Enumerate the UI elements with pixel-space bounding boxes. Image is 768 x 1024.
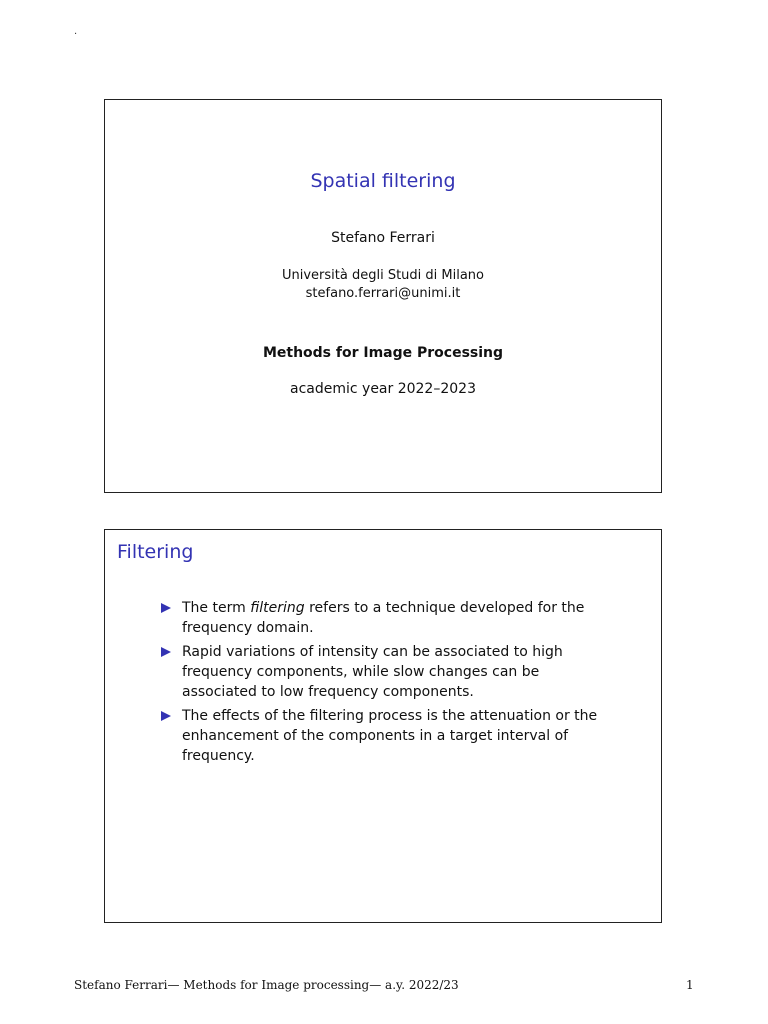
slide-title: Spatial filtering <box>310 170 456 192</box>
author-name: Stefano Ferrari <box>331 230 435 246</box>
bullet-text-post: refers to a technique developed for the frequency domain. <box>182 600 585 636</box>
filtering-slide <box>104 529 662 923</box>
title-slide <box>104 99 662 493</box>
bullet-list <box>161 598 611 770</box>
triangle-bullet-icon <box>161 647 171 657</box>
bullet-item <box>161 642 611 702</box>
corner-mark: . <box>74 26 78 37</box>
author-email: stefano.ferrari@unimi.it <box>305 286 461 301</box>
academic-year: academic year 2022–2023 <box>290 381 476 397</box>
institution-name: Università degli Studi di Milano <box>281 268 485 283</box>
bullet-text-pre: The term <box>182 600 251 616</box>
affiliation <box>105 267 661 303</box>
bullet-item <box>161 706 611 766</box>
triangle-bullet-icon <box>161 603 171 613</box>
footer-text: Stefano Ferrari— Methods for Image processing— a.y. 2022/23 <box>74 978 459 992</box>
bullet-text: Rapid variations of intensity can be associated to high frequency components, while slow changes can be associated to low frequency components. <box>182 644 563 700</box>
course-name: Methods for Image Processing <box>262 345 504 361</box>
triangle-bullet-icon <box>161 711 171 721</box>
bullet-emphasis: filtering <box>250 600 305 616</box>
bullet-text: The effects of the filtering process is the attenuation or the enhancement of the components in a target interval of frequency. <box>182 708 598 764</box>
bullet-item <box>161 598 611 638</box>
frame-title: Filtering <box>117 541 194 563</box>
page-number: 1 <box>686 978 694 992</box>
